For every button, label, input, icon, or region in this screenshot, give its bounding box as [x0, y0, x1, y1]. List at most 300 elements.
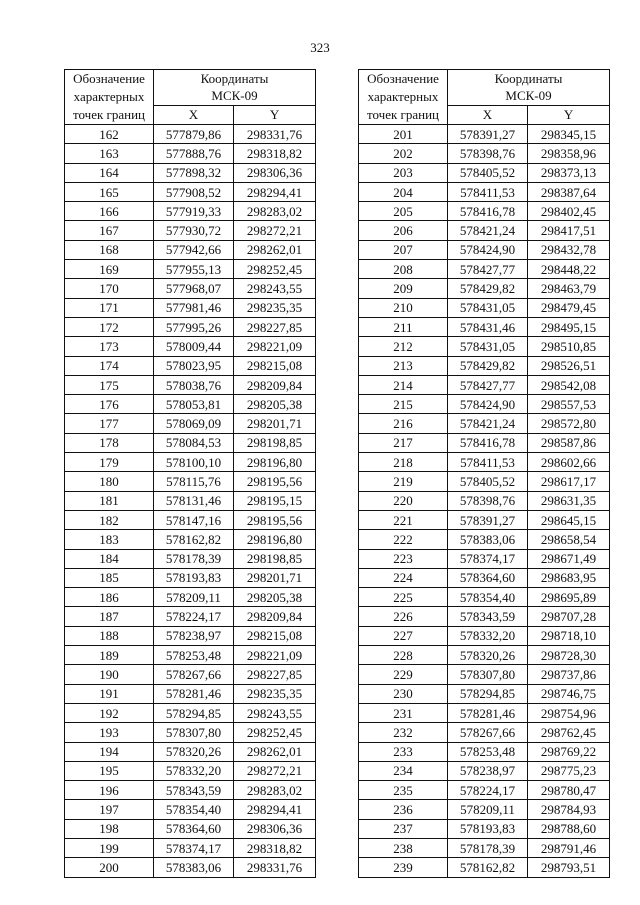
- table-row: [65, 337, 316, 356]
- y-coordinate-cell: 298587,86: [528, 433, 610, 452]
- x-coordinate-cell: 578374,17: [154, 838, 234, 857]
- y-coordinate-cell: 298201,71: [234, 414, 316, 433]
- y-coordinate-cell: 298645,15: [528, 510, 610, 529]
- y-coordinate-cell: 298221,09: [234, 337, 316, 356]
- y-coordinate-cell: 298196,80: [234, 453, 316, 472]
- designation-header-line: точек границ: [72, 107, 146, 122]
- y-coordinate-cell: 298780,47: [528, 781, 610, 800]
- x-coordinate-cell: 578429,82: [448, 356, 528, 375]
- point-number-cell: 221: [359, 510, 448, 529]
- y-coordinate-cell: 298235,35: [234, 684, 316, 703]
- point-number-cell: 234: [359, 761, 448, 780]
- y-coordinate-cell: 298306,36: [234, 163, 316, 182]
- point-number-cell: 239: [359, 858, 448, 877]
- y-coordinate-cell: 298417,51: [528, 221, 610, 240]
- point-number-cell: 162: [65, 125, 154, 144]
- y-coordinate-cell: 298262,01: [234, 742, 316, 761]
- x-coordinate-cell: 578281,46: [448, 703, 528, 722]
- table-row: [65, 607, 316, 626]
- table-row: [359, 588, 610, 607]
- y-coordinate-cell: 298769,22: [528, 742, 610, 761]
- x-coordinate-cell: 578398,76: [448, 491, 528, 510]
- x-coordinate-cell: 578209,11: [448, 800, 528, 819]
- table-row: [359, 761, 610, 780]
- point-number-cell: 179: [65, 453, 154, 472]
- point-number-cell: 177: [65, 414, 154, 433]
- y-coordinate-cell: 298215,08: [234, 626, 316, 645]
- table-row: [359, 414, 610, 433]
- x-coordinate-cell: 578178,39: [154, 549, 234, 568]
- x-coordinate-cell: 578416,78: [448, 433, 528, 452]
- point-number-cell: 182: [65, 510, 154, 529]
- point-number-cell: 200: [65, 858, 154, 877]
- x-coordinate-cell: 578084,53: [154, 433, 234, 452]
- table-row: [359, 356, 610, 375]
- table-row: [359, 800, 610, 819]
- point-number-cell: 201: [359, 125, 448, 144]
- point-number-cell: 202: [359, 144, 448, 163]
- y-coordinate-cell: 298572,80: [528, 414, 610, 433]
- x-coordinate-cell: 578354,40: [448, 588, 528, 607]
- y-coordinate-cell: 298791,46: [528, 838, 610, 857]
- x-coordinate-cell: 578209,11: [154, 588, 234, 607]
- x-coordinate-cell: 578294,85: [154, 703, 234, 722]
- y-coordinate-cell: 298262,01: [234, 240, 316, 259]
- point-number-cell: 227: [359, 626, 448, 645]
- point-number-cell: 217: [359, 433, 448, 452]
- table-row: [359, 781, 610, 800]
- table-row: [65, 510, 316, 529]
- x-coordinate-cell: 578343,59: [448, 607, 528, 626]
- y-coordinate-cell: 298283,02: [234, 202, 316, 221]
- x-coordinate-cell: 578405,52: [448, 472, 528, 491]
- point-number-cell: 218: [359, 453, 448, 472]
- designation-header-line: характерных: [73, 89, 145, 104]
- x-coordinate-cell: 578162,82: [448, 858, 528, 877]
- x-coordinate-cell: 578224,17: [448, 781, 528, 800]
- table-row: [359, 703, 610, 722]
- y-coordinate-cell: 298358,96: [528, 144, 610, 163]
- point-number-cell: 164: [65, 163, 154, 182]
- table-row: [65, 588, 316, 607]
- y-coordinate-cell: 298205,38: [234, 588, 316, 607]
- y-coordinate-cell: 298198,85: [234, 433, 316, 452]
- table-row: [359, 240, 610, 259]
- y-coordinate-cell: 298306,36: [234, 819, 316, 838]
- coordinates-header: [448, 70, 610, 106]
- x-coordinate-cell: 578267,66: [154, 665, 234, 684]
- x-coordinate-cell: 578431,05: [448, 298, 528, 317]
- point-number-cell: 219: [359, 472, 448, 491]
- point-number-cell: 232: [359, 723, 448, 742]
- table-row: [65, 433, 316, 452]
- point-number-cell: 189: [65, 646, 154, 665]
- table-row: [359, 684, 610, 703]
- point-number-cell: 185: [65, 568, 154, 587]
- table-row: [359, 279, 610, 298]
- point-number-cell: 166: [65, 202, 154, 221]
- x-coordinate-cell: 578364,60: [154, 819, 234, 838]
- y-coordinate-cell: 298209,84: [234, 375, 316, 394]
- y-coordinate-cell: 298728,30: [528, 646, 610, 665]
- designation-header: [359, 70, 448, 125]
- point-number-cell: 220: [359, 491, 448, 510]
- y-coordinate-cell: 298617,17: [528, 472, 610, 491]
- x-coordinate-cell: 578267,66: [448, 723, 528, 742]
- point-number-cell: 187: [65, 607, 154, 626]
- y-coordinate-cell: 298526,51: [528, 356, 610, 375]
- point-number-cell: 165: [65, 182, 154, 201]
- y-coordinate-cell: 298448,22: [528, 260, 610, 279]
- x-coordinate-cell: 578193,83: [154, 568, 234, 587]
- point-number-cell: 171: [65, 298, 154, 317]
- x-coordinate-cell: 577898,32: [154, 163, 234, 182]
- x-coordinate-cell: 578416,78: [448, 202, 528, 221]
- y-coordinate-cell: 298737,86: [528, 665, 610, 684]
- table-row: [65, 221, 316, 240]
- point-number-cell: 209: [359, 279, 448, 298]
- y-coordinate-cell: 298718,10: [528, 626, 610, 645]
- y-coordinate-cell: 298788,60: [528, 819, 610, 838]
- coordinates-header-line: МСК-09: [505, 88, 552, 104]
- y-coordinate-cell: 298272,21: [234, 761, 316, 780]
- table-row: [359, 858, 610, 877]
- x-coordinate-cell: 577968,07: [154, 279, 234, 298]
- x-coordinate-cell: 578320,26: [448, 646, 528, 665]
- y-coordinate-cell: 298754,96: [528, 703, 610, 722]
- y-coordinate-cell: 298196,80: [234, 530, 316, 549]
- y-coordinate-cell: 298495,15: [528, 317, 610, 336]
- table-row: [65, 491, 316, 510]
- table-row: [65, 781, 316, 800]
- table-row: [359, 125, 610, 144]
- point-number-cell: 199: [65, 838, 154, 857]
- y-coordinate-cell: 298195,56: [234, 510, 316, 529]
- table-row: [359, 144, 610, 163]
- y-coordinate-cell: 298227,85: [234, 317, 316, 336]
- y-coordinate-cell: 298243,55: [234, 703, 316, 722]
- point-number-cell: 212: [359, 337, 448, 356]
- point-number-cell: 175: [65, 375, 154, 394]
- table-row: [65, 260, 316, 279]
- point-number-cell: 235: [359, 781, 448, 800]
- x-coordinate-cell: 578294,85: [448, 684, 528, 703]
- y-coordinate-cell: 298707,28: [528, 607, 610, 626]
- y-coordinate-cell: 298252,45: [234, 260, 316, 279]
- point-number-cell: 228: [359, 646, 448, 665]
- point-number-cell: 193: [65, 723, 154, 742]
- table-body: [359, 125, 610, 878]
- y-coordinate-cell: 298201,71: [234, 568, 316, 587]
- point-number-cell: 230: [359, 684, 448, 703]
- point-number-cell: 168: [65, 240, 154, 259]
- x-coordinate-cell: 577888,76: [154, 144, 234, 163]
- point-number-cell: 216: [359, 414, 448, 433]
- point-number-cell: 176: [65, 395, 154, 414]
- x-coordinate-cell: 577942,66: [154, 240, 234, 259]
- point-number-cell: 186: [65, 588, 154, 607]
- table-row: [359, 568, 610, 587]
- x-header: X: [448, 105, 528, 124]
- table-row: [65, 395, 316, 414]
- x-coordinate-cell: 577955,13: [154, 260, 234, 279]
- y-coordinate-cell: 298602,66: [528, 453, 610, 472]
- y-coordinate-cell: 298631,35: [528, 491, 610, 510]
- table-row: [65, 144, 316, 163]
- y-coordinate-cell: 298683,95: [528, 568, 610, 587]
- y-coordinate-cell: 298209,84: [234, 607, 316, 626]
- table-row: [359, 472, 610, 491]
- y-coordinate-cell: 298195,56: [234, 472, 316, 491]
- point-number-cell: 167: [65, 221, 154, 240]
- point-number-cell: 210: [359, 298, 448, 317]
- x-coordinate-cell: 578038,76: [154, 375, 234, 394]
- x-coordinate-cell: 578398,76: [448, 144, 528, 163]
- table-row: [359, 317, 610, 336]
- point-number-cell: 229: [359, 665, 448, 684]
- x-coordinate-cell: 578023,95: [154, 356, 234, 375]
- table-row: [65, 549, 316, 568]
- x-header: X: [154, 105, 234, 124]
- y-coordinate-cell: 298479,45: [528, 298, 610, 317]
- point-number-cell: 192: [65, 703, 154, 722]
- designation-header-line: точек границ: [366, 107, 440, 122]
- x-coordinate-cell: 578332,20: [448, 626, 528, 645]
- table-row: [359, 665, 610, 684]
- point-number-cell: 226: [359, 607, 448, 626]
- x-coordinate-cell: 578307,80: [154, 723, 234, 742]
- table-row: [65, 125, 316, 144]
- table-row: [359, 433, 610, 452]
- y-coordinate-cell: 298387,64: [528, 182, 610, 201]
- x-coordinate-cell: 577908,52: [154, 182, 234, 201]
- x-coordinate-cell: 577981,46: [154, 298, 234, 317]
- table-row: [65, 665, 316, 684]
- x-coordinate-cell: 578431,46: [448, 317, 528, 336]
- point-number-cell: 205: [359, 202, 448, 221]
- table-row: [65, 742, 316, 761]
- table-row: [65, 684, 316, 703]
- point-number-cell: 191: [65, 684, 154, 703]
- x-coordinate-cell: 578383,06: [448, 530, 528, 549]
- table-row: [65, 317, 316, 336]
- page-number: 323: [310, 40, 330, 55]
- x-coordinate-cell: 578224,17: [154, 607, 234, 626]
- y-coordinate-cell: 298345,15: [528, 125, 610, 144]
- table-row: [359, 510, 610, 529]
- x-coordinate-cell: 578391,27: [448, 510, 528, 529]
- table-row: [65, 800, 316, 819]
- x-coordinate-cell: 578343,59: [154, 781, 234, 800]
- point-number-cell: 211: [359, 317, 448, 336]
- point-number-cell: 194: [65, 742, 154, 761]
- table-row: [65, 568, 316, 587]
- x-coordinate-cell: 577995,26: [154, 317, 234, 336]
- table-row: [359, 742, 610, 761]
- y-header: Y: [234, 105, 316, 124]
- point-number-cell: 206: [359, 221, 448, 240]
- x-coordinate-cell: 578178,39: [448, 838, 528, 857]
- table-row: [359, 202, 610, 221]
- x-coordinate-cell: 577879,86: [154, 125, 234, 144]
- y-coordinate-cell: 298215,08: [234, 356, 316, 375]
- x-coordinate-cell: 578238,97: [448, 761, 528, 780]
- x-coordinate-cell: 578424,90: [448, 395, 528, 414]
- x-coordinate-cell: 578053,81: [154, 395, 234, 414]
- coordinates-header-line: МСК-09: [211, 88, 258, 104]
- y-coordinate-cell: 298671,49: [528, 549, 610, 568]
- y-coordinate-cell: 298463,79: [528, 279, 610, 298]
- x-coordinate-cell: 578424,90: [448, 240, 528, 259]
- coordinates-table-right: [358, 69, 610, 878]
- point-number-cell: 172: [65, 317, 154, 336]
- table-row: [359, 298, 610, 317]
- x-coordinate-cell: 578253,48: [154, 646, 234, 665]
- table-row: [65, 761, 316, 780]
- point-number-cell: 203: [359, 163, 448, 182]
- y-coordinate-cell: 298235,35: [234, 298, 316, 317]
- designation-header: [65, 70, 154, 125]
- y-coordinate-cell: 298557,53: [528, 395, 610, 414]
- x-coordinate-cell: 578332,20: [154, 761, 234, 780]
- point-number-cell: 198: [65, 819, 154, 838]
- x-coordinate-cell: 578100,10: [154, 453, 234, 472]
- x-coordinate-cell: 578411,53: [448, 182, 528, 201]
- x-coordinate-cell: 578374,17: [448, 549, 528, 568]
- x-coordinate-cell: 578069,09: [154, 414, 234, 433]
- table-row: [359, 337, 610, 356]
- y-coordinate-cell: 298283,02: [234, 781, 316, 800]
- y-coordinate-cell: 298432,78: [528, 240, 610, 259]
- coordinates-header: [154, 70, 316, 106]
- y-coordinate-cell: 298695,89: [528, 588, 610, 607]
- point-number-cell: 224: [359, 568, 448, 587]
- point-number-cell: 223: [359, 549, 448, 568]
- x-coordinate-cell: 578427,77: [448, 260, 528, 279]
- y-coordinate-cell: 298542,08: [528, 375, 610, 394]
- table-row: [359, 491, 610, 510]
- x-coordinate-cell: 578391,27: [448, 125, 528, 144]
- x-coordinate-cell: 578421,24: [448, 221, 528, 240]
- point-number-cell: 184: [65, 549, 154, 568]
- x-coordinate-cell: 578383,06: [154, 858, 234, 877]
- x-coordinate-cell: 577930,72: [154, 221, 234, 240]
- point-number-cell: 208: [359, 260, 448, 279]
- table-row: [359, 723, 610, 742]
- table-body: [65, 125, 316, 878]
- x-coordinate-cell: 578147,16: [154, 510, 234, 529]
- table-row: [65, 819, 316, 838]
- point-number-cell: 204: [359, 182, 448, 201]
- table-row: [65, 356, 316, 375]
- y-coordinate-cell: 298205,38: [234, 395, 316, 414]
- x-coordinate-cell: 578115,76: [154, 472, 234, 491]
- x-coordinate-cell: 578193,83: [448, 819, 528, 838]
- table-row: [65, 414, 316, 433]
- point-number-cell: 225: [359, 588, 448, 607]
- table-row: [65, 838, 316, 857]
- x-coordinate-cell: 578253,48: [448, 742, 528, 761]
- point-number-cell: 173: [65, 337, 154, 356]
- table-row: [65, 858, 316, 877]
- x-coordinate-cell: 578431,05: [448, 337, 528, 356]
- x-coordinate-cell: 578307,80: [448, 665, 528, 684]
- x-coordinate-cell: 578364,60: [448, 568, 528, 587]
- point-number-cell: 169: [65, 260, 154, 279]
- y-coordinate-cell: 298318,82: [234, 838, 316, 857]
- table-row: [65, 472, 316, 491]
- table-row: [359, 607, 610, 626]
- table-row: [359, 626, 610, 645]
- y-coordinate-cell: 298252,45: [234, 723, 316, 742]
- point-number-cell: 188: [65, 626, 154, 645]
- table-row: [359, 549, 610, 568]
- table-row: [65, 240, 316, 259]
- x-coordinate-cell: 578131,46: [154, 491, 234, 510]
- point-number-cell: 181: [65, 491, 154, 510]
- y-coordinate-cell: 298793,51: [528, 858, 610, 877]
- point-number-cell: 174: [65, 356, 154, 375]
- y-coordinate-cell: 298373,13: [528, 163, 610, 182]
- point-number-cell: 214: [359, 375, 448, 394]
- designation-header-line: Обозначение: [367, 71, 439, 86]
- table-row: [65, 298, 316, 317]
- point-number-cell: 231: [359, 703, 448, 722]
- point-number-cell: 207: [359, 240, 448, 259]
- coordinates-header-line: Координаты: [200, 71, 269, 87]
- y-coordinate-cell: 298402,45: [528, 202, 610, 221]
- x-coordinate-cell: 578405,52: [448, 163, 528, 182]
- x-coordinate-cell: 578354,40: [154, 800, 234, 819]
- y-coordinate-cell: 298243,55: [234, 279, 316, 298]
- table-row: [359, 375, 610, 394]
- y-coordinate-cell: 298510,85: [528, 337, 610, 356]
- designation-header-line: Обозначение: [73, 71, 145, 86]
- table-row: [359, 819, 610, 838]
- y-coordinate-cell: 298331,76: [234, 858, 316, 877]
- point-number-cell: 180: [65, 472, 154, 491]
- y-coordinate-cell: 298331,76: [234, 125, 316, 144]
- x-coordinate-cell: 578009,44: [154, 337, 234, 356]
- y-coordinate-cell: 298272,21: [234, 221, 316, 240]
- x-coordinate-cell: 578162,82: [154, 530, 234, 549]
- point-number-cell: 163: [65, 144, 154, 163]
- point-number-cell: 190: [65, 665, 154, 684]
- point-number-cell: 215: [359, 395, 448, 414]
- point-number-cell: 170: [65, 279, 154, 298]
- table-row: [359, 221, 610, 240]
- point-number-cell: 195: [65, 761, 154, 780]
- y-coordinate-cell: 298784,93: [528, 800, 610, 819]
- table-row: [359, 453, 610, 472]
- point-number-cell: 236: [359, 800, 448, 819]
- x-coordinate-cell: 578281,46: [154, 684, 234, 703]
- y-coordinate-cell: 298294,41: [234, 800, 316, 819]
- y-coordinate-cell: 298658,54: [528, 530, 610, 549]
- table-row: [359, 530, 610, 549]
- table-row: [65, 279, 316, 298]
- table-row: [65, 703, 316, 722]
- table-row: [65, 530, 316, 549]
- y-coordinate-cell: 298227,85: [234, 665, 316, 684]
- y-coordinate-cell: 298318,82: [234, 144, 316, 163]
- point-number-cell: 233: [359, 742, 448, 761]
- point-number-cell: 238: [359, 838, 448, 857]
- x-coordinate-cell: 578421,24: [448, 414, 528, 433]
- table-row: [359, 182, 610, 201]
- x-coordinate-cell: 578238,97: [154, 626, 234, 645]
- table-row: [65, 723, 316, 742]
